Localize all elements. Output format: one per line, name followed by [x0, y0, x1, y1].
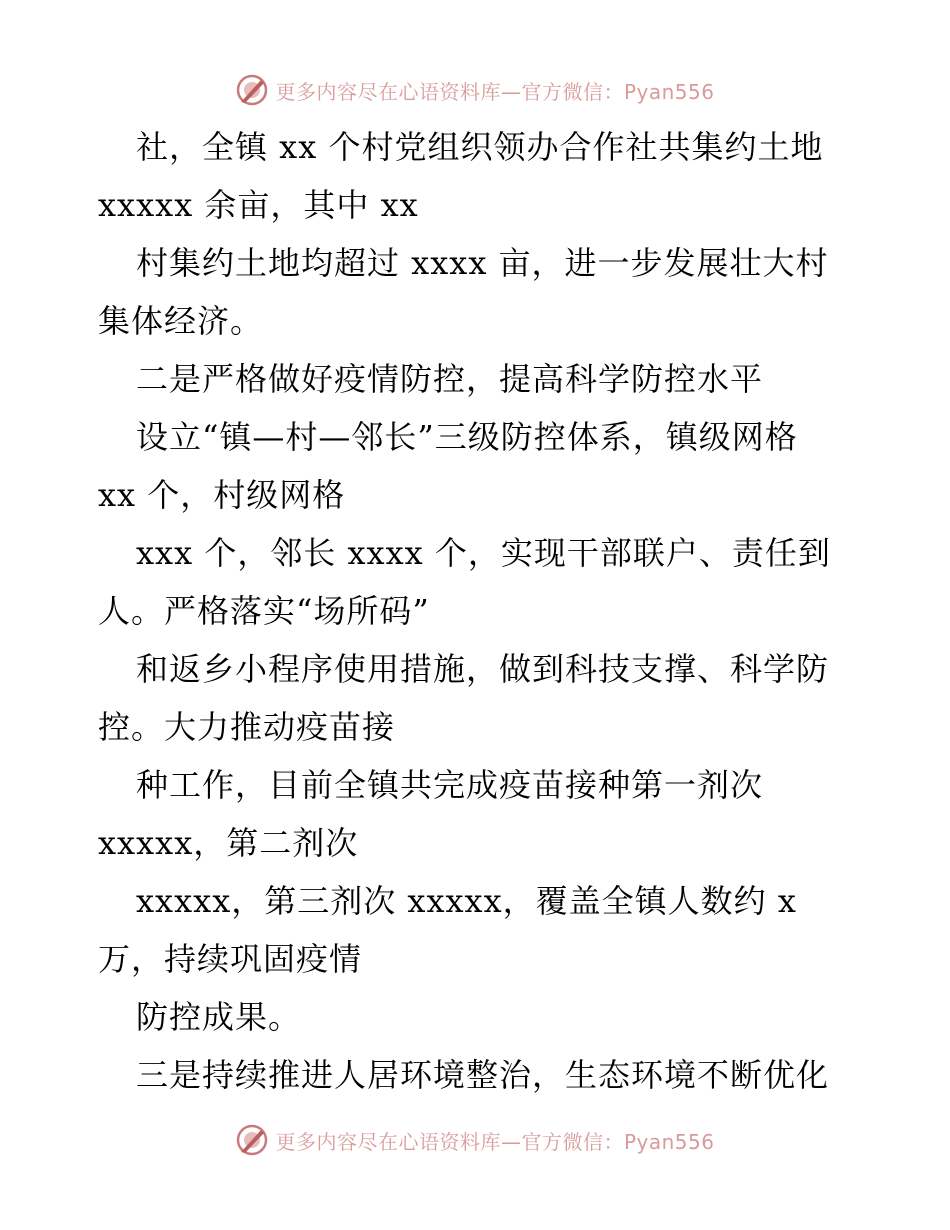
text-line: 社，全镇 xx 个村党组织领办合作社共集约土地	[136, 128, 824, 166]
text-line: 村集约土地均超过 xxxx 亩，进一步发展壮大村	[136, 244, 829, 282]
document-body	[98, 118, 858, 1104]
text-line: xxx 个，邻长 xxxx 个，实现干部联户、责任到	[136, 534, 831, 572]
text-line: 控。大力推动疫苗接	[98, 708, 396, 746]
text-line: 设立“镇—村—邻长”三级防控体系，镇级网格	[136, 418, 798, 456]
text-line: 和返乡小程序使用措施，做到科技支撑、科学防	[136, 650, 830, 688]
text-line: xx 个，村级网格	[98, 476, 346, 514]
text-line: 万，持续巩固疫情	[98, 940, 363, 978]
quill-logo-icon	[235, 1123, 269, 1157]
text-line: 种工作，目前全镇共完成疫苗接种第一剂次	[136, 766, 764, 804]
text-line: xxxxx 余亩，其中 xx	[98, 186, 419, 224]
text-line: 二是严格做好疫情防控，提高科学防控水平	[136, 360, 764, 398]
text-line: 三是持续推进人居环境整治，生态环境不断优化	[136, 1056, 830, 1094]
watermark-text: 更多内容尽在心语资料库—官方微信：Pyan556	[275, 79, 715, 104]
text-line: 人。严格落实“场所码”	[98, 592, 430, 630]
quill-logo-icon	[235, 73, 269, 107]
text-line: 防控成果。	[136, 998, 302, 1036]
watermark-header	[0, 70, 950, 110]
text-line: xxxxx，第三剂次 xxxxx，覆盖全镇人数约 x	[136, 882, 797, 920]
watermark-text: 更多内容尽在心语资料库—官方微信：Pyan556	[275, 1129, 715, 1154]
watermark-footer	[0, 1120, 950, 1160]
text-line: 集体经济。	[98, 302, 264, 340]
text-line: xxxxx，第二剂次	[98, 824, 359, 862]
